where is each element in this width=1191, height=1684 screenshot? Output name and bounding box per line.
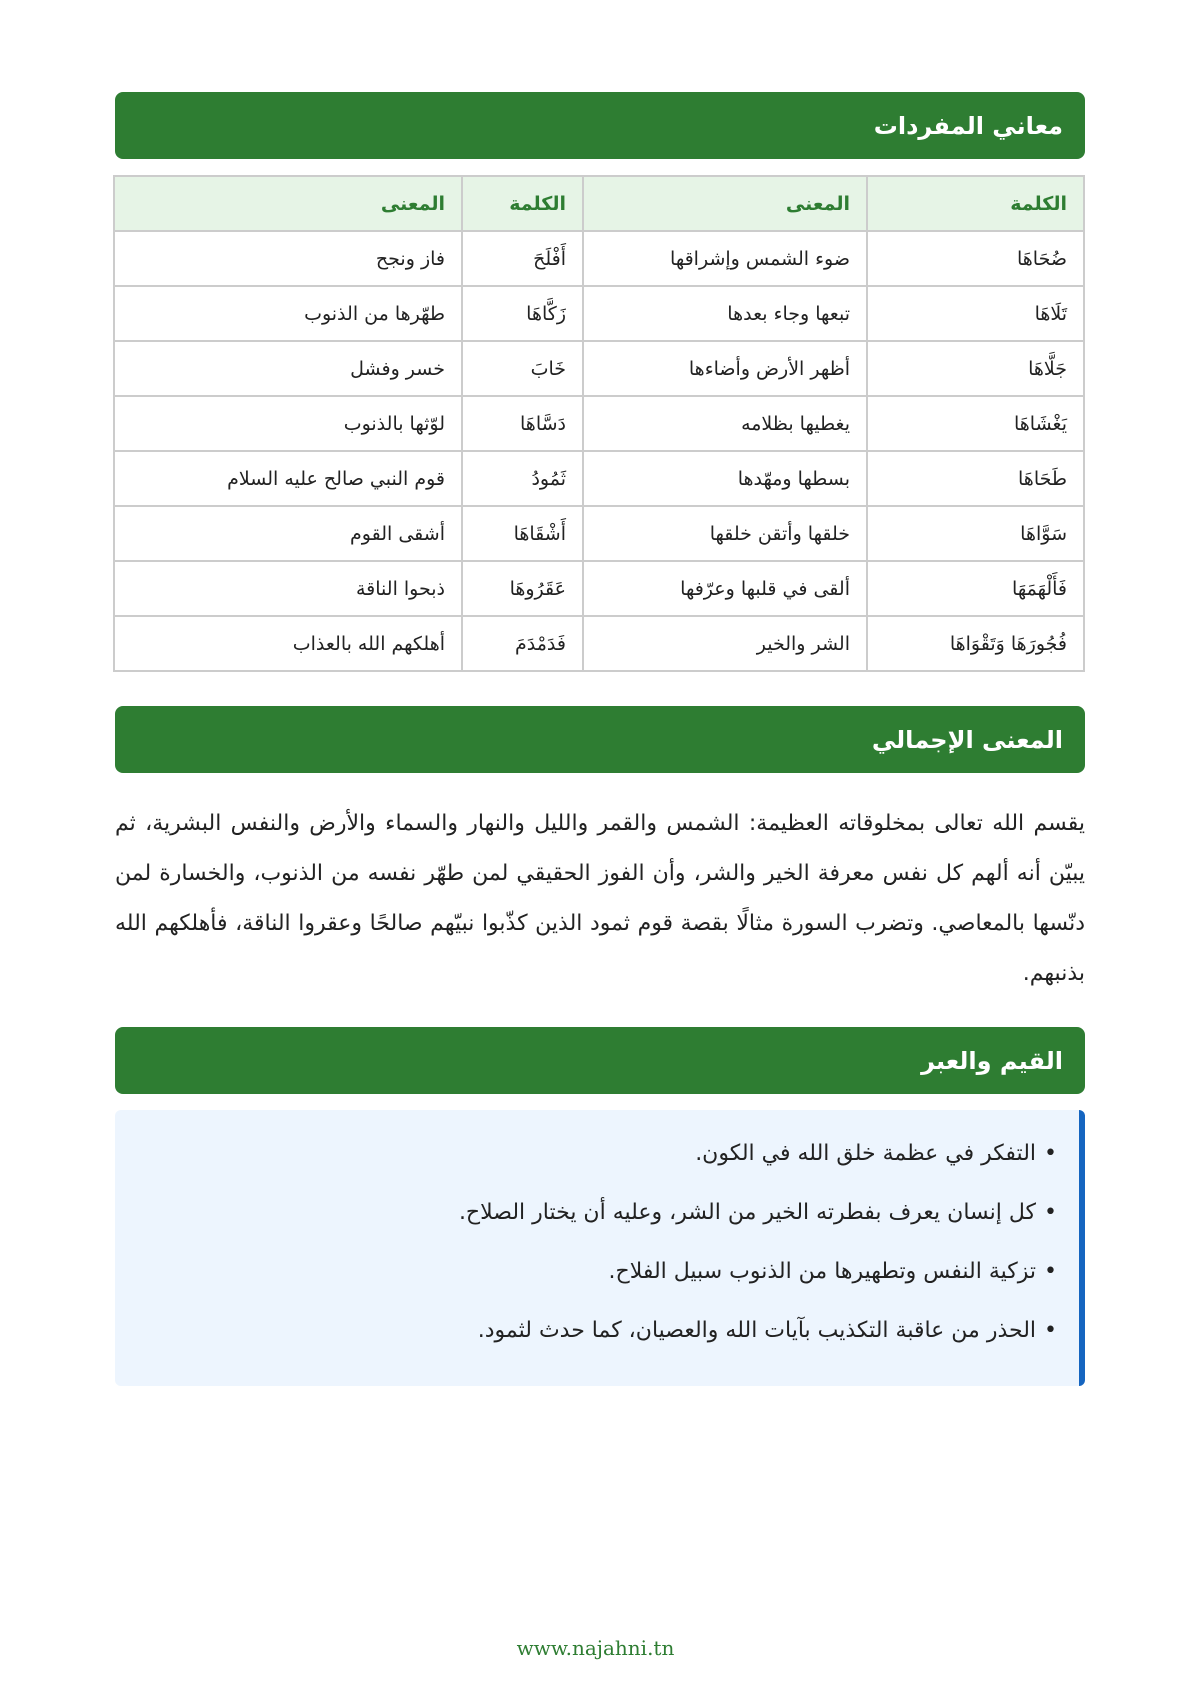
word-cell: ضُحَاهَا xyxy=(867,231,1084,286)
list-item-text: الحذر من عاقبة التكذيب بآيات الله والعصيان، كما حدث لثمود. xyxy=(477,1318,1037,1343)
list-item xyxy=(137,1242,1057,1301)
bullet-icon: • xyxy=(1044,1200,1057,1225)
meaning-cell: الشر والخير xyxy=(583,616,867,671)
meaning-cell: لوّثها بالذنوب xyxy=(114,396,462,451)
table-row xyxy=(114,341,1084,396)
word-cell: جَلَّاهَا xyxy=(867,341,1084,396)
meaning-cell: فاز ونجح xyxy=(114,231,462,286)
list-item-text: التفكر في عظمة خلق الله في الكون. xyxy=(695,1141,1037,1166)
table-row xyxy=(114,396,1084,451)
word-cell: تَلَاهَا xyxy=(867,286,1084,341)
word-cell: دَسَّاهَا xyxy=(462,396,583,451)
table-row xyxy=(114,616,1084,671)
list-item-text: كل إنسان يعرف بفطرته الخير من الشر، وعليه أن يختار الصلاح. xyxy=(458,1200,1037,1225)
word-cell: خَابَ xyxy=(462,341,583,396)
summary-paragraph: يقسم الله تعالى بمخلوقاته العظيمة: الشمس والقمر والليل والنهار والسماء والأرض والنفس البشرية، ثم يبيّن أنه ألهم كل نفس معرفة الخير والشر، وأن الفوز الحقيقي لمن طهّر نفسه من الذنوب، والخسارة لمن دنّسها بالمعاصي. وتضرب السورة مثالًا بقصة قوم ثمود الذين كذّبوا نبيّهم صالحًا وعقروا الناقة، فأهلكهم الله بذنبهم. xyxy=(115,811,1085,986)
values-list xyxy=(137,1124,1057,1360)
page-content xyxy=(115,92,1085,1386)
values-section-title: القيم والعبر xyxy=(921,1046,1063,1075)
meaning-cell: يغطيها بظلامه xyxy=(583,396,867,451)
meaning-cell: أشقى القوم xyxy=(114,506,462,561)
values-box xyxy=(115,1110,1085,1386)
footer-site-link[interactable]: www.najahni.tn xyxy=(516,1636,675,1660)
table-row xyxy=(114,451,1084,506)
vocab-table-header-row xyxy=(114,176,1084,231)
meaning-cell: طهّرها من الذنوب xyxy=(114,286,462,341)
meaning-cell: خسر وفشل xyxy=(114,341,462,396)
header-word: الكلمة xyxy=(867,176,1084,231)
word-cell: زَكَّاهَا xyxy=(462,286,583,341)
vocab-table xyxy=(113,175,1085,672)
bullet-icon: • xyxy=(1044,1141,1057,1166)
meaning-cell: قوم النبي صالح عليه السلام xyxy=(114,451,462,506)
table-row xyxy=(114,286,1084,341)
header-word: الكلمة xyxy=(462,176,583,231)
meaning-cell: أهلكهم الله بالعذاب xyxy=(114,616,462,671)
meaning-cell: أظهر الأرض وأضاءها xyxy=(583,341,867,396)
word-cell: أَفْلَحَ xyxy=(462,231,583,286)
meaning-cell: ضوء الشمس وإشراقها xyxy=(583,231,867,286)
meaning-cell: بسطها ومهّدها xyxy=(583,451,867,506)
meaning-cell: خلقها وأتقن خلقها xyxy=(583,506,867,561)
vocab-section-title: معاني المفردات xyxy=(873,111,1063,140)
list-item xyxy=(137,1124,1057,1183)
header-meaning: المعنى xyxy=(114,176,462,231)
list-item xyxy=(137,1301,1057,1360)
list-item-text: تزكية النفس وتطهيرها من الذنوب سبيل الفلاح. xyxy=(608,1259,1037,1284)
word-cell: أَشْقَاهَا xyxy=(462,506,583,561)
bullet-icon: • xyxy=(1044,1259,1057,1284)
meaning-cell: ألقى في قلبها وعرّفها xyxy=(583,561,867,616)
vocab-section-header xyxy=(115,92,1085,159)
word-cell: ثَمُودُ xyxy=(462,451,583,506)
word-cell: فَدَمْدَمَ xyxy=(462,616,583,671)
summary-section-header xyxy=(115,706,1085,773)
summary-section-title: المعنى الإجمالي xyxy=(871,725,1063,754)
word-cell: فُجُورَهَا وَتَقْوَاهَا xyxy=(867,616,1084,671)
meaning-cell: ذبحوا الناقة xyxy=(114,561,462,616)
word-cell: فَأَلْهَمَهَا xyxy=(867,561,1084,616)
word-cell: يَغْشَاهَا xyxy=(867,396,1084,451)
values-section-header xyxy=(115,1027,1085,1094)
bullet-icon: • xyxy=(1044,1318,1057,1343)
word-cell: سَوَّاهَا xyxy=(867,506,1084,561)
word-cell: عَقَرُوهَا xyxy=(462,561,583,616)
meaning-cell: تبعها وجاء بعدها xyxy=(583,286,867,341)
table-row xyxy=(114,231,1084,286)
list-item xyxy=(137,1183,1057,1242)
word-cell: طَحَاهَا xyxy=(867,451,1084,506)
table-row xyxy=(114,506,1084,561)
table-row xyxy=(114,561,1084,616)
header-meaning: المعنى xyxy=(583,176,867,231)
